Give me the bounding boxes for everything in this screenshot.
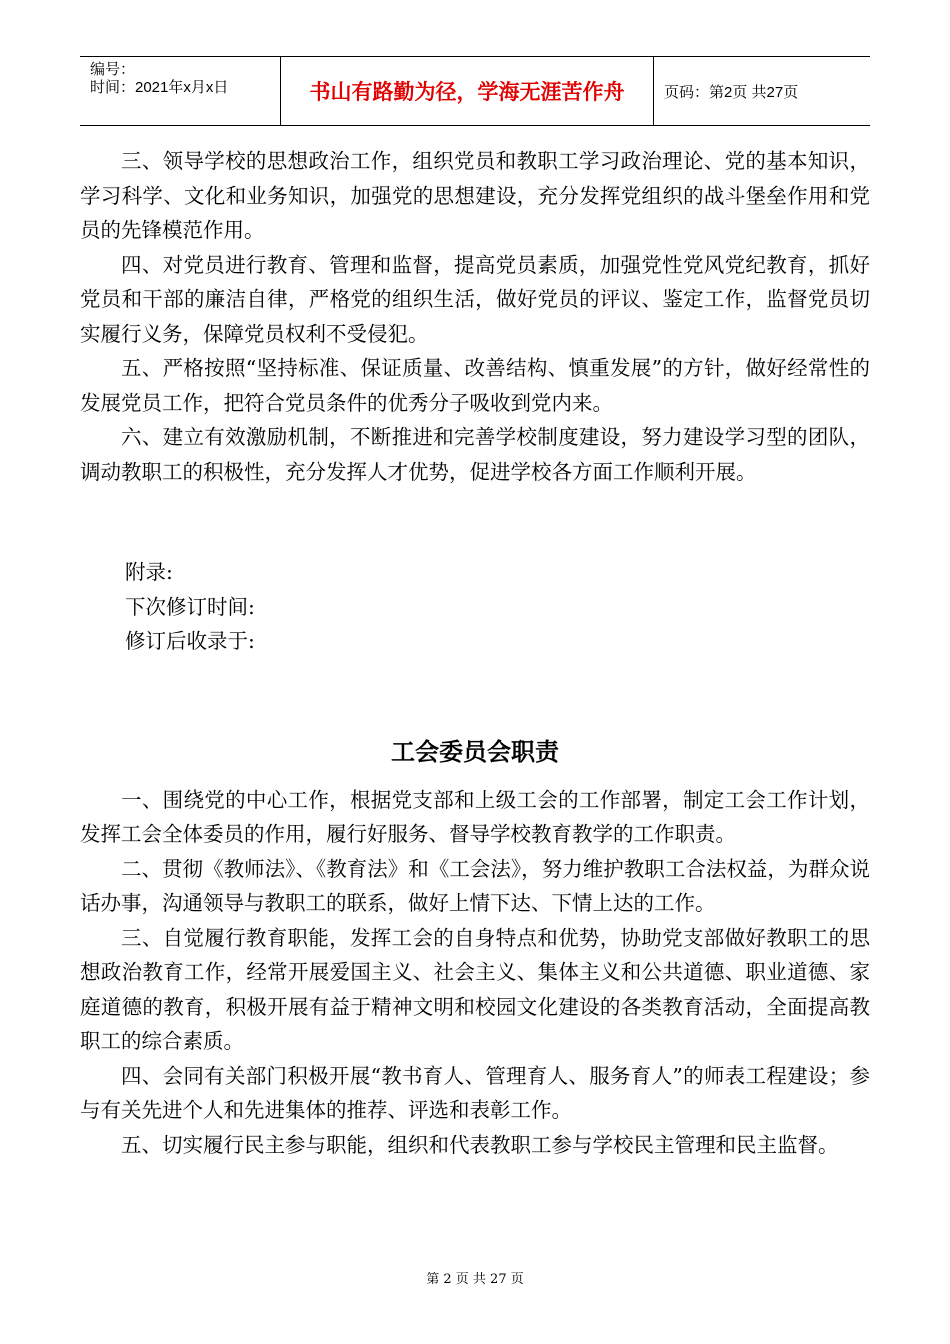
paragraph: 二、贯彻《教师法》、《教育法》和《工会法》，努力维护教职工合法权益，为群众说话办事，沟通领导与教职工的联系，做好上情下达、下情上达的工作。 — [80, 856, 870, 915]
motto-text: 书山有路勤为径，学海无涯苦作舟 — [309, 80, 625, 104]
header-motto-cell — [281, 57, 654, 125]
appendix-block — [80, 555, 870, 659]
recorded-in-label: 修订后收录于: — [125, 629, 255, 653]
paragraph: 三、自觉履行教育职能，发挥工会的自身特点和优势，协助党支部做好教职工的思想政治教育工作，经常开展爱国主义、社会主义、集体主义和公共道德、职业道德、家庭道德的教育，积极开展有益于精神文明和校园文化建设的各类教育活动，全面提高教职工的综合素质。 — [80, 925, 870, 1053]
document-header — [80, 56, 870, 126]
paragraph: 一、围绕党的中心工作，根据党支部和上级工会的工作部署，制定工会工作计划，发挥工会全体委员的作用，履行好服务、督导学校教育教学的工作职责。 — [80, 787, 870, 846]
appendix-label: 附录: — [125, 560, 173, 584]
section-title: 工会委员会职责 — [391, 737, 559, 766]
number-label: 编号： — [90, 61, 136, 78]
time-label: 时间：2021年x月x日 — [90, 79, 229, 96]
paragraph: 四、会同有关部门积极开展“教书育人、管理育人、服务育人”的师表工程建设；参与有关先进个人和先进集体的推荐、评选和表彰工作。 — [80, 1063, 870, 1122]
header-page-cell — [654, 57, 870, 125]
next-revision-label: 下次修订时间: — [125, 594, 255, 619]
paragraph: 六、建立有效激励机制，不断推进和完善学校制度建设，努力建设学习型的团队，调动教职工的积极性，充分发挥人才优势，促进学校各方面工作顺利开展。 — [80, 425, 870, 484]
header-meta — [80, 57, 281, 125]
paragraph: 五、严格按照“坚持标准、保证质量、改善结构、慎重发展”的方针，做好经常性的发展党员工作，把符合党员条件的优秀分子吸收到党内来。 — [80, 356, 870, 415]
paragraph: 三、领导学校的思想政治工作，组织党员和教职工学习政治理论、党的基本知识，学习科学、文化和业务知识，加强党的思想建设，充分发挥党组织的战斗堡垒作用和党员的先锋模范作用。 — [80, 149, 870, 242]
page-info: 页码：第2页 共27页 — [664, 83, 799, 101]
page-footer: 第 2 页 共 27 页 — [426, 1272, 524, 1287]
paragraph: 五、切实履行民主参与职能，组织和代表教职工参与学校民主管理和民主监督。 — [121, 1132, 839, 1157]
document-body — [80, 144, 870, 1162]
paragraph: 四、对党员进行教育、管理和监督，提高党员素质，加强党性党风党纪教育，抓好党员和干部的廉洁自律，严格党的组织生活，做好党员的评议、鉴定工作，监督党员切实履行义务，保障党员权利不受侵犯。 — [80, 252, 870, 346]
